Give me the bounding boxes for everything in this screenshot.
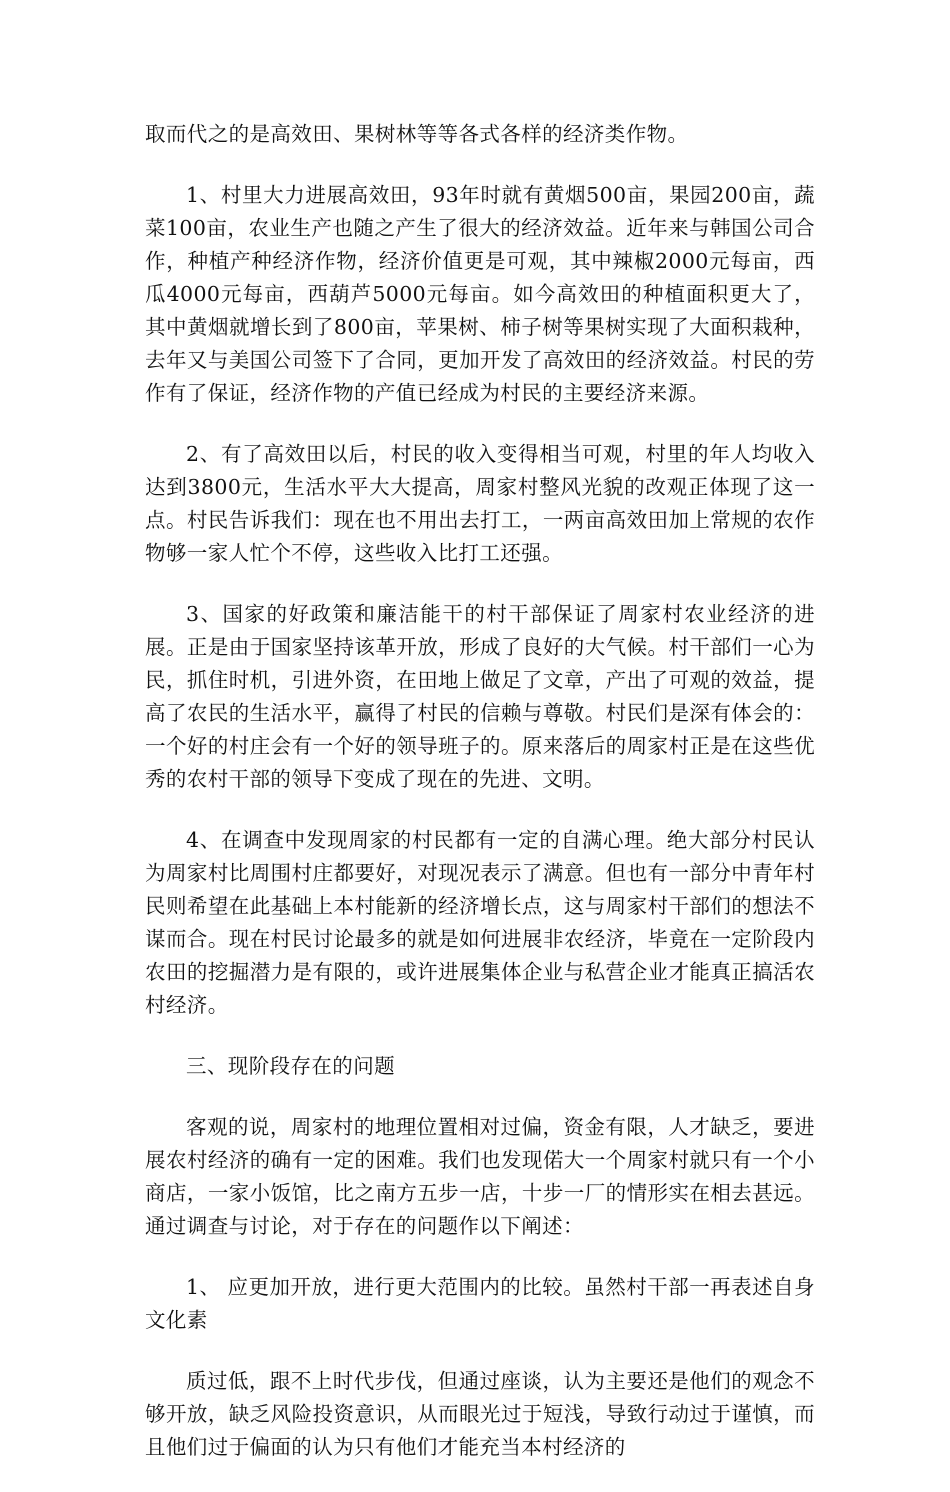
paragraph-intro: 取而代之的是高效田、果树林等等各式各样的经济类作物。 [145, 122, 689, 146]
paragraph-problem-1-cont: 质过低，跟不上时代步伐，但通过座谈，认为主要还是他们的观念不够开放，缺乏风险投资意识，从而眼光过于短浅，导致行动过于谨慎，而且他们过于偏面的认为只有他们才能充当本村经济的 [145, 1369, 815, 1459]
paragraph-point-2: 2、有了高效田以后，村民的收入变得相当可观，村里的年人均收入达到3800元，生活水平大大提高，周家村整风光貌的改观正体现了这一点。村民告诉我们：现在也不用出去打工，一两亩高效田加上常规的农作物够一家人忙个不停，这些收入比打工还强。 [145, 442, 815, 565]
section-heading: 三、现阶段存在的问题 [186, 1054, 395, 1078]
paragraph-point-4: 4、在调查中发现周家的村民都有一定的自满心理。绝大部分村民认为周家村比周围村庄都要好，对现况表示了满意。但也有一部分中青年村民则希望在此基础上本村能新的经济增长点，这与周家村干部们的想法不谋而合。现在村民讨论最多的就是如何进展非农经济，毕竟在一定阶段内农田的挖掘潜力是有限的，或许进展集体企业与私营企业才能真正搞活农村经济。 [145, 828, 815, 1017]
paragraph-point-3: 3、国家的好政策和廉洁能干的村干部保证了周家村农业经济的进展。正是由于国家坚持该革开放，形成了良好的大气候。村干部们一心为民，抓住时机，引进外资，在田地上做足了文章，产出了可观的效益，提高了农民的生活水平，赢得了村民的信赖与尊敬。村民们是深有体会的：一个好的村庄会有一个好的领导班子的。原来落后的周家村正是在这些优秀的农村干部的领导下变成了现在的先进、文明。 [145, 602, 815, 791]
paragraph-problem-1: 1、 应更加开放，进行更大范围内的比较。虽然村干部一再表述自身文化素 [145, 1275, 815, 1332]
paragraph-point-1: 1、村里大力进展高效田，93年时就有黄烟500亩，果园200亩，蔬菜100亩，农业生产也随之产生了很大的经济效益。近年来与韩国公司合作，种植产种经济作物，经济价值更是可观，其中辣椒2000元每亩，西瓜4000元每亩，西葫芦5000元每亩。如今高效田的种植面积更大了，其中黄烟就增长到了800亩，苹果树、柿子树等果树实现了大面积栽种，去年又与美国公司签下了合同，更加开发了高效田的经济效益。村民的劳作有了保证，经济作物的产值已经成为村民的主要经济来源。 [145, 183, 815, 405]
paragraph-problems-intro: 客观的说，周家村的地理位置相对过偏，资金有限，人才缺乏，要进展农村经济的确有一定的困难。我们也发现偌大一个周家村就只有一个小商店，一家小饭馆，比之南方五步一店，十步一厂的情形实在相去甚远。通过调查与讨论，对于存在的问题作以下阐述： [145, 1115, 815, 1238]
document-body [145, 118, 815, 1492]
